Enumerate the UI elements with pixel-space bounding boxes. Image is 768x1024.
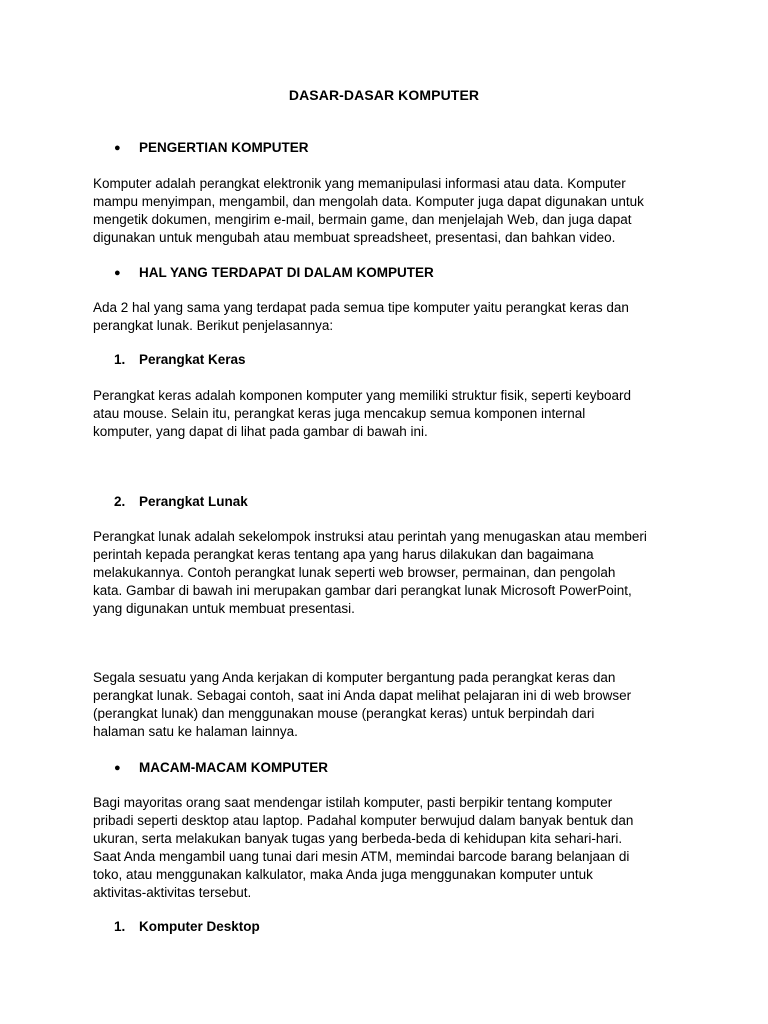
paragraph-perangkat-keras — [93, 387, 683, 441]
bullet-marker: ● — [114, 142, 121, 154]
paragraph-line: komputer, yang dapat di lihat pada gambar di bawah ini. — [93, 424, 428, 439]
paragraph-line: mampu menyimpan, mengambil, dan mengolah data. Komputer juga dapat digunakan untuk — [93, 194, 644, 209]
paragraph-line: toko, atau menggunakan kalkulator, maka Anda juga menggunakan komputer untuk — [93, 867, 593, 882]
paragraph-line: perangkat lunak. Sebagai contoh, saat ini Anda dapat melihat pelajaran ini di web browser — [93, 688, 632, 703]
paragraph-line: Perangkat lunak adalah sekelompok instruksi atau perintah yang menugaskan atau memberi — [93, 529, 647, 544]
paragraph-macam-macam — [93, 794, 683, 902]
paragraph-pengertian — [93, 175, 683, 247]
section-heading-perangkat-lunak — [114, 493, 248, 511]
paragraph-segala-sesuatu — [93, 669, 683, 741]
paragraph-line: pribadi seperti desktop atau laptop. Padahal komputer berwujud dalam banyak bentuk dan — [93, 813, 634, 828]
list-number: 2. — [114, 494, 126, 509]
list-number: 1. — [114, 352, 126, 367]
paragraph-line: halaman satu ke halaman lainnya. — [93, 724, 298, 739]
paragraph-line: Komputer adalah perangkat elektronik yang memanipulasi informasi atau data. Komputer — [93, 176, 626, 191]
heading-text: Komputer Desktop — [139, 919, 260, 934]
paragraph-line: perangkat lunak. Berikut penjelasannya: — [93, 318, 334, 333]
paragraph-line: aktivitas-aktivitas tersebut. — [93, 885, 252, 900]
heading-text: MACAM-MACAM KOMPUTER — [139, 760, 328, 775]
paragraph-hal-yang-terdapat — [93, 299, 683, 335]
heading-text: Perangkat Keras — [139, 352, 246, 367]
paragraph-line: mengetik dokumen, mengirim e-mail, bermain game, dan menjelajah Web, dan juga dapat — [93, 212, 632, 227]
paragraph-line: melakukannya. Contoh perangkat lunak seperti web browser, permainan, dan pengolah — [93, 565, 616, 580]
paragraph-line: ukuran, serta melakukan banyak tugas yang berbeda-beda di kehidupan kita sehari-hari. — [93, 831, 623, 846]
section-heading-perangkat-keras — [114, 351, 246, 369]
section-heading-hal-yang-terdapat — [114, 264, 434, 283]
section-heading-pengertian — [114, 139, 309, 158]
paragraph-line: atau mouse. Selain itu, perangkat keras juga mencakup semua komponen internal — [93, 406, 586, 421]
paragraph-line: yang digunakan untuk membuat presentasi. — [93, 601, 355, 616]
paragraph-perangkat-lunak — [93, 528, 683, 618]
document-title: DASAR-DASAR KOMPUTER — [288, 87, 480, 103]
paragraph-line: Bagi mayoritas orang saat mendengar istilah komputer, pasti berpikir tentang komputer — [93, 795, 613, 810]
section-heading-komputer-desktop — [114, 918, 260, 936]
heading-text: HAL YANG TERDAPAT DI DALAM KOMPUTER — [139, 265, 434, 280]
paragraph-line: kata. Gambar di bawah ini merupakan gambar dari perangkat lunak Microsoft PowerPoint, — [93, 583, 632, 598]
heading-text: Perangkat Lunak — [139, 494, 248, 509]
paragraph-line: digunakan untuk mengubah atau membuat spreadsheet, presentasi, dan bahkan video. — [93, 230, 616, 245]
heading-text: PENGERTIAN KOMPUTER — [139, 140, 309, 155]
paragraph-line: Segala sesuatu yang Anda kerjakan di komputer bergantung pada perangkat keras dan — [93, 670, 616, 685]
list-number: 1. — [114, 919, 126, 934]
paragraph-line: Saat Anda mengambil uang tunai dari mesin ATM, memindai barcode barang belanjaan di — [93, 849, 630, 864]
paragraph-line: (perangkat lunak) dan menggunakan mouse (perangkat keras) untuk berpindah dari — [93, 706, 595, 721]
bullet-marker: ● — [114, 267, 121, 279]
paragraph-line: Perangkat keras adalah komponen komputer yang memiliki struktur fisik, seperti keyboard — [93, 388, 632, 403]
paragraph-line: Ada 2 hal yang sama yang terdapat pada semua tipe komputer yaitu perangkat keras dan — [93, 300, 629, 315]
section-heading-macam-macam — [114, 759, 328, 778]
paragraph-line: perintah kepada perangkat keras tentang apa yang harus dilakukan dan bagaimana — [93, 547, 594, 562]
bullet-marker: ● — [114, 762, 121, 774]
